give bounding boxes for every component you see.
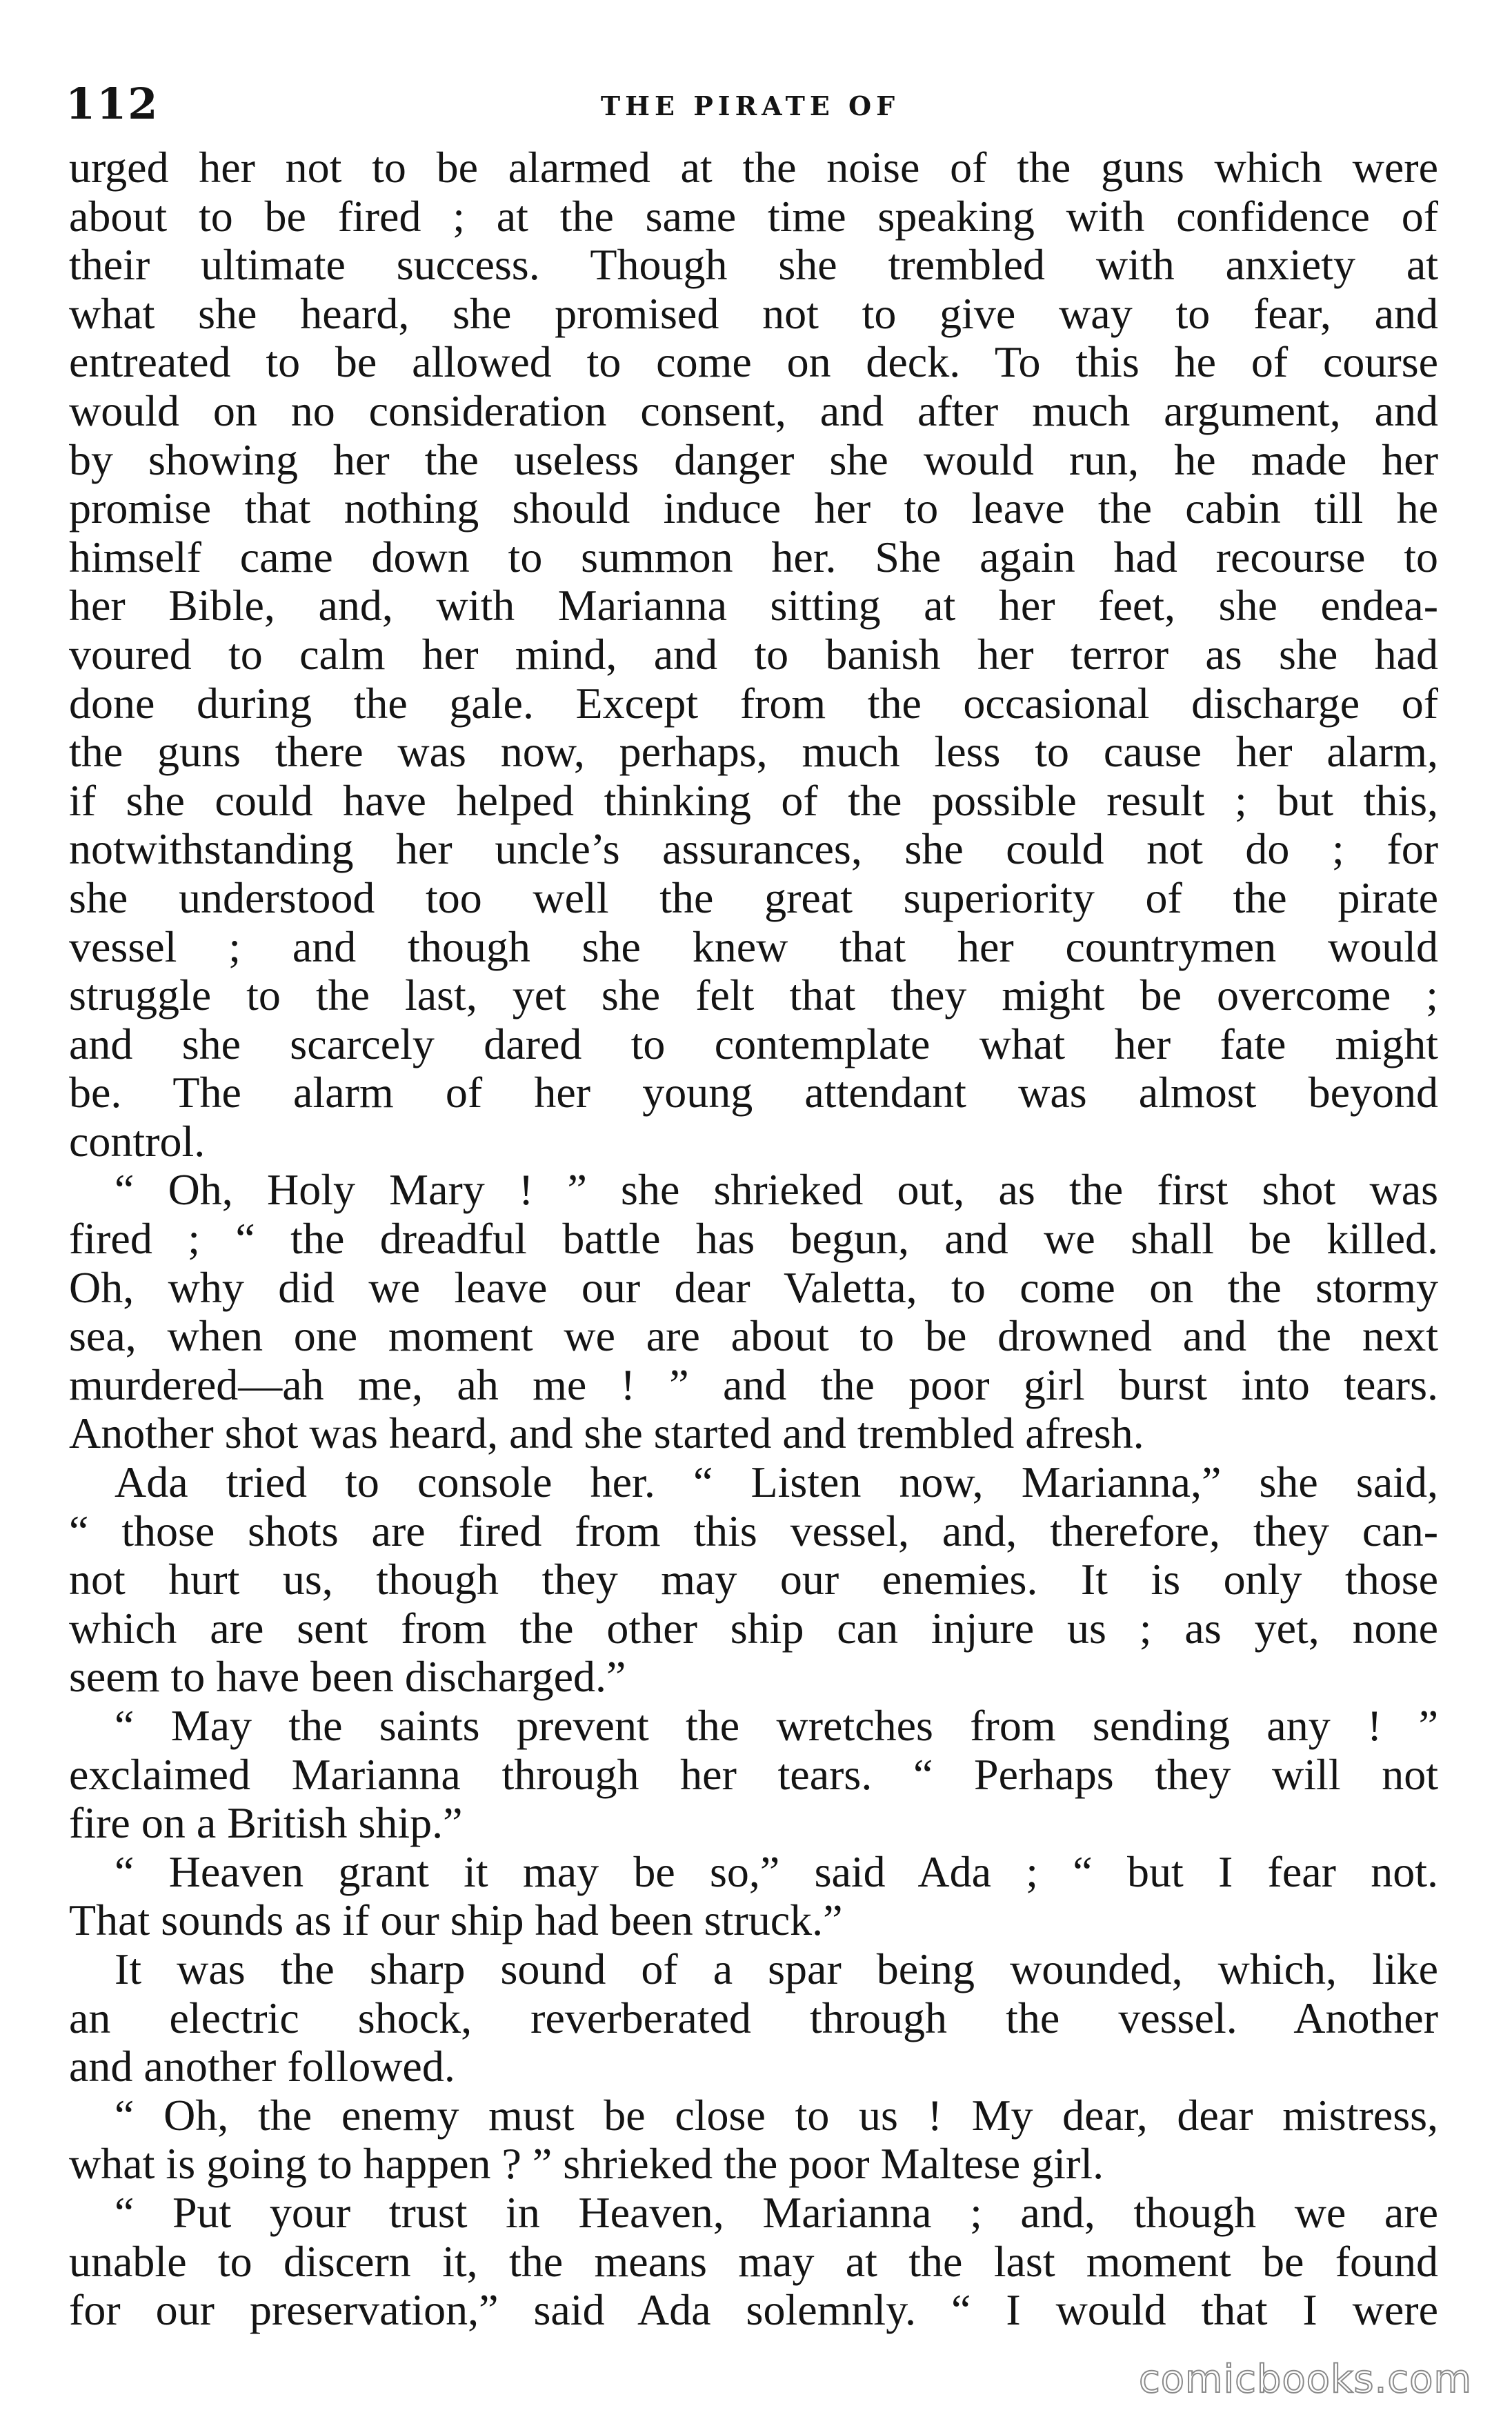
text-line: sea, when one moment we are about to be drowned and the next: [69, 1312, 1438, 1361]
running-title: THE PIRATE OF: [600, 90, 900, 121]
text-line: control.: [69, 1117, 206, 1166]
text-line: “ Oh, Holy Mary ! ” she shrieked out, as the first shot was: [115, 1166, 1438, 1215]
text-line: exclaimed Marianna through her tears. “ Perhaps they will not: [69, 1750, 1438, 1799]
text-line: for our preservation,” said Ada solemnly. “ I would that I were: [69, 2286, 1438, 2335]
text-line: would on no consideration consent, and after much argument, and: [69, 386, 1438, 435]
text-line: “ Oh, the enemy must be close to us ! My dear, dear mistress,: [115, 2091, 1438, 2140]
text-line: “ May the saints prevent the wretches from sending any ! ”: [115, 1702, 1438, 1750]
text-line: not hurt us, though they may our enemies. It is only those: [69, 1555, 1438, 1604]
text-line: urged her not to be alarmed at the noise of the guns which were: [69, 143, 1438, 192]
text-line: and she scarcely dared to contemplate what her fate might: [69, 1019, 1438, 1068]
text-line: be. The alarm of her young attendant was almost beyond: [69, 1068, 1438, 1117]
text-line: their ultimate success. Though she trembled with anxiety at: [69, 241, 1438, 290]
text-line: and another followed.: [69, 2042, 455, 2091]
text-line: fire on a British ship.”: [69, 1799, 463, 1848]
text-line: which are sent from the other ship can injure us ; as yet, none: [69, 1604, 1438, 1653]
watermark: comicbooks.com: [1138, 2357, 1472, 2402]
text-line: struggle to the last, yet she felt that they might be overcome ;: [69, 971, 1438, 1020]
text-line: It was the sharp sound of a spar being wounded, which, like: [115, 1944, 1438, 1993]
text-line: what is going to happen ? ” shrieked the poor Maltese girl.: [69, 2140, 1104, 2189]
text-line: Ada tried to console her. “ Listen now, Marianna,” she said,: [115, 1458, 1438, 1507]
text-line: by showing her the useless danger she would run, he made her: [69, 435, 1438, 484]
text-line: unable to discern it, the means may at the last moment be found: [69, 2237, 1438, 2286]
text-line: promise that nothing should induce her to leave the cabin till he: [69, 484, 1438, 533]
text-line: if she could have helped thinking of the possible result ; but this,: [69, 776, 1438, 825]
text-line: an electric shock, reverberated through the vessel. Another: [69, 1993, 1438, 2042]
running-head: [66, 73, 1435, 135]
text-line: That sounds as if our ship had been struck.”: [69, 1896, 843, 1945]
text-line: murdered—ah me, ah me ! ” and the poor girl burst into tears.: [69, 1360, 1438, 1409]
text-line: entreated to be allowed to come on deck. To this he of course: [69, 338, 1438, 387]
text-line: about to be fired ; at the same time speaking with confidence of: [69, 192, 1438, 241]
text-line: fired ; “ the dreadful battle has begun, and we shall be killed.: [69, 1215, 1438, 1264]
text-line: done during the gale. Except from the occasional discharge of: [69, 679, 1438, 728]
text-line: she understood too well the great superiority of the pirate: [69, 873, 1438, 922]
text-line: “ Put your trust in Heaven, Marianna ; and, though we are: [115, 2188, 1438, 2237]
text-line: Another shot was heard, and she started and trembled afresh.: [69, 1409, 1144, 1458]
text-line: Oh, why did we leave our dear Valetta, to come on the stormy: [69, 1263, 1438, 1312]
text-line: seem to have been discharged.”: [69, 1653, 626, 1702]
text-line: her Bible, and, with Marianna sitting at her feet, she endea-: [69, 581, 1438, 630]
text-line: “ Heaven grant it may be so,” said Ada ; “ but I fear not.: [115, 1847, 1438, 1896]
text-line: vessel ; and though she knew that her countrymen would: [69, 922, 1438, 971]
text-line: the guns there was now, perhaps, much less to cause her alarm,: [69, 728, 1438, 777]
text-line: notwithstanding her uncle’s assurances, she could not do ; for: [69, 825, 1438, 874]
text-line: himself came down to summon her. She again had recourse to: [69, 533, 1438, 581]
page-number: 112: [66, 79, 159, 129]
text-line: voured to calm her mind, and to banish her terror as she had: [69, 630, 1438, 679]
text-line: what she heard, she promised not to give way to fear, and: [69, 289, 1438, 338]
text-line: “ those shots are fired from this vessel, and, therefore, they can-: [69, 1506, 1438, 1555]
body-text: [69, 143, 1438, 2335]
